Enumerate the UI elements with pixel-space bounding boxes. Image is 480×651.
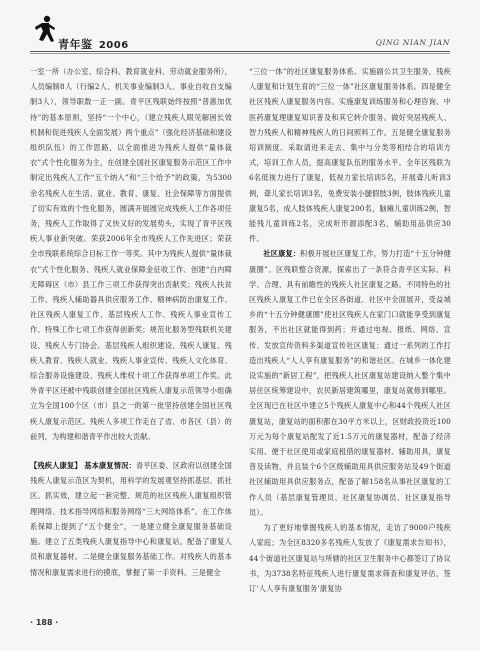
right-paragraph-3: 为了更好地掌握残疾人的基本情况，走访了9000户残疾人家庭；为全区8320多名残疾人发放了《康复需求告知书》，44个街道社区康复站与所辖的社区卫生服务中心都签订了协议书，为3738名特征残疾人进行康复需求筛查和康复评估，签订‘人人享有康复服务’康复协 — [249, 523, 451, 593]
right-column — [249, 64, 451, 632]
brand-char: 青 — [58, 38, 70, 51]
page-header — [0, 0, 480, 56]
brand-year: 2006 — [98, 40, 129, 51]
brand-name: 年鉴 — [69, 38, 93, 51]
subsection-heading: 基本康复情况： — [84, 461, 136, 471]
left-paragraph-1: 一室一所（办公室、综合科、教育就业科、劳动就业服务所），人员编制8人（行编2人、机关事业编制3人、事业自收自支编制3人），领导职数一正一副。青平区残联始终按照“普惠加优待”的基本原则，坚持“一个中心，（建立残疾人眼见解困长效机制和促进残疾人全面发展）两个重点”（强化经济基础和建设组织队伍）的工作思路，以全面推进为残疾人提供“量体裁衣”式个性化服务为主，在创建全国社区康复服务示范区工作中制定出残疾人工作“五个纳入”和“三个给予”的政策，为5300余名残疾人在生活、就业、教育、康复、社会保障等方面提供了切实有效的个性化服务，圆满开展圆完成残疾人工作各项任务，残疾人工作取得了又快又好的发展势头，实现了青平区残疾人事业新突破。荣获2006年全市残疾人工作先进区；荣获全市残联系统综合目标工作一等奖。其中为残疾人提供“量体裁衣”式个性化服务、残疾人就业保障金征收工作、创建“白内障无障碍区（市）县工作三项工作获得突出贡献奖；残疾人扶贫工作、残疾人辅助器具供应服务工作、精神病防治康复工作、社区残疾人康复工作、基层残疾人工作、残疾人事业宣传工作、特殊工作七项工作获得创新奖；规范化服务型残联机关建设、残疾人专门协会、基层残疾人组织建设、残疾人康复、残疾人教育、残疾人就业、残疾人事业宣传、残疾人文化体育、综合服务设施建设、残疾人维权十项工作获得单项工作奖。此外青平区还被中残联创建全国社区残疾人康复示范领导小组确立为全国100个区（市）县之一的第一批坚持创建全国社区残疾人康复示范区。残疾人多项工作走在了省、市各区（县）的前列，为构建和谐青平作出较大贡献。 — [30, 67, 232, 441]
header-rule — [30, 51, 450, 52]
right-paragraph-2 — [249, 246, 451, 520]
left-paragraph-2 — [30, 458, 232, 580]
section-gap — [30, 444, 232, 458]
header-rule-thin — [30, 53, 450, 54]
header-running-title: QING NIAN JIAN — [375, 38, 450, 47]
right-paragraph-2-text: 积极开展社区康复工作，努力打造“十五分钟健康圈”。区残联整合资源，探索出了一条符合青平区实际、科学、合理、具有前瞻性的残疾人社区康复之路。不同特色的社区残疾人康复工作已在全区各街道、社区中全面展开，受益城乡的“十五分钟健康圈”使社区残疾人在家门口就能享受到康复服务，不出社区就能得到药；并通过电视、报纸、网络、宣传、发放宣传资料多渠道宣传社区康复；通过一系列的工作打造出残疾人“人人享有康复服务”的和谐社区。在城乡一体化建设实施的“新居工程”，把残疾人社区康复站建设纳入整个集中居住区统筹建设中，农民新居建筑哪里，康复站就修到哪里。全区现已在社区中建立5个残疾人康复中心和44个残疾人社区康复站，康复站的面积都在30平方米以上，区财政投资近100万元为每个康复站配发了近1.5万元的康复器材，配备了经济实用、便于社区使用或家庭租借的康复器材、辅助用具，康复普及读物，并且装个6个区级辅助用具供应服务站及49个街道社区辅助用具供应服务点，配备了解158名从事社区康复的工作人员（基层康复管理员、社区康复协调员、社区康复指导员）。 — [249, 249, 451, 517]
right-paragraph-1: “三位一体”的社区康复服务体系。实施副公共卫生服务，残疾人康复和计划生育的“三位一体”社区康复服务体系。四是健全社区残疾人康复服务内容。实施康复训练服务和心理咨询、中医药康复理康复知识普及和其它转介服务。做好突居残疾人、智力残疾人和精神残疾人的日间照料工作。五是健全康复服务培训制度。采取请进来走去、集中与分类等相结合的培训方式，培训工作人员，提高康复队伍的服务水平。全年区残联为6名低视力进行了康复，低视力家长培训5名，开展聋儿听训3例，聋儿家长培训3名，免费安装小腿假肢3例，肢体残疾儿童康复5名，成人肢体残疾人康复200名，脑瘫儿童训练2例，智能残儿童训练2名，完成听形源添配3名，辅助用品供应30件。 — [249, 67, 451, 244]
section-tag-rehab: 【残疾人康复】 — [30, 461, 82, 471]
yearbook-brand — [58, 36, 129, 52]
subsection-heading-community: 社区康复： — [263, 249, 301, 259]
page-number: · 188 · — [30, 618, 59, 627]
left-column — [30, 64, 232, 616]
running-figure-logo-icon — [30, 14, 58, 48]
left-paragraph-2-text: 青平区委、区政府以创建全国残疾人康复示范区为契机，用科学的发展观坚持抓基层、抓社区、抓实效，建立起一套完整、规范的社区残疾人康复组织管理网络、技术指导网络和服务网络“三大网络体系”。在工作体系保障上提到了“五个健全”，一是建立健全康复服务基础设施。建立了五类残疾人康复指导中心和康复站，配备了康复人员和康复器材。二是健全康复服务基础工作。对残疾人的基本情况和康复需求进行的摸底，掌握了第一手资料。三是健全 — [30, 461, 232, 577]
